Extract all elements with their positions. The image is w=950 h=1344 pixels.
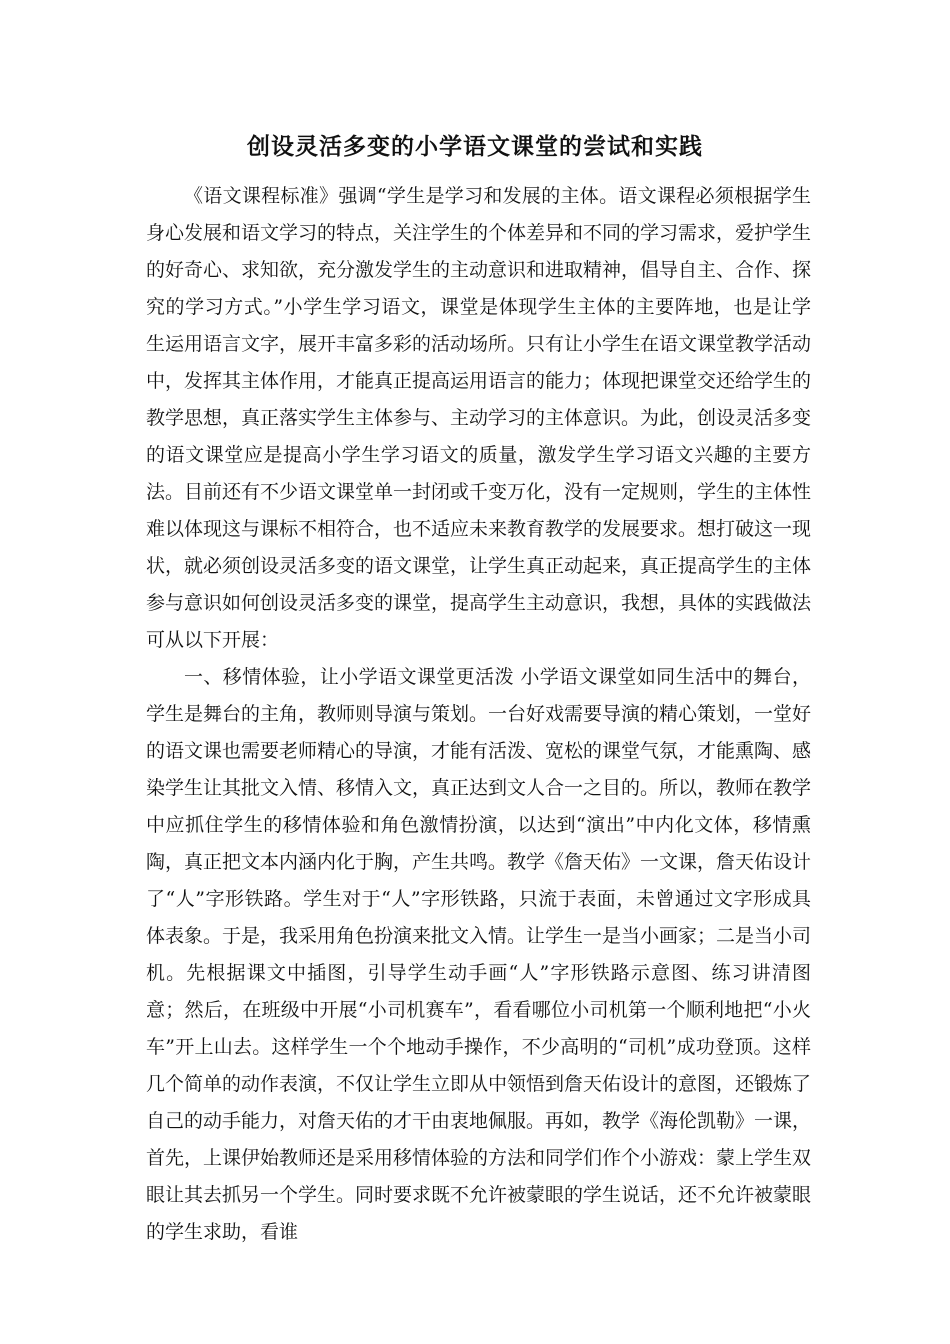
document-body xyxy=(146,178,811,1251)
document-title: 创设灵活多变的小学语文课堂的尝试和实践 xyxy=(247,133,703,160)
paragraph-section-one: 一、移情体验，让小学语文课堂更活泼 小学语文课堂如同生活中的舞台，学生是舞台的主角，教师则导演与策划。一台好戏需要导演的精心策划，一堂好的语文课也需要老师精心的导演，才能有活泼、宽松的课堂气氛，才能熏陶、感染学生让其批文入情、移情入文，真正达到文人合一之目的。所以，教师在教学中应抓住学生的移情体验和角色激情扮演，以达到“演出”中内化文体，移情熏陶，真正把文本内涵内化于胸，产生共鸣。教学《詹天佑》一文课，詹天佑设计了“人”字形铁路。学生对于“人”字形铁路，只流于表面，未曾通过文字形成具体表象。于是，我采用角色扮演来批文入情。让学生一是当小画家；二是当小司机。先根据课文中插图，引导学生动手画“人”字形铁路示意图、练习讲清图意；然后，在班级中开展“小司机赛车”，看看哪位小司机第一个顺利地把“小火车”开上山去。这样学生一个个地动手操作，不少高明的“司机”成功登顶。这样几个简单的动作表演，不仅让学生立即从中领悟到詹天佑设计的意图，还锻炼了自己的动手能力，对詹天佑的才干由衷地佩服。再如，教学《海伦凯勒》一课，首先，上课伊始教师还是采用移情体验的方法和同学们作个小游戏：蒙上学生双眼让其去抓另一个学生。同时要求既不允许被蒙眼的学生说话，还不允许被蒙眼的学生求助，看谁 xyxy=(146,666,812,1243)
paragraph-intro: 《语文课程标准》强调“学生是学习和发展的主体。语文课程必须根据学生身心发展和语文学习的特点，关注学生的个体差异和不同的学习需求，爱护学生的好奇心、求知欲，充分激发学生的主动意识和进取精神，倡导自主、合作、探究的学习方式。”小学生学习语文，课堂是体现学生主体的主要阵地，也是让学生运用语言文字，展开丰富多彩的活动场所。只有让小学生在语文课堂教学活动中，发挥其主体作用，才能真正提高运用语言的能力；体现把课堂交还给学生的教学思想，真正落实学生主体参与、主动学习的主体意识。为此，创设灵活多变的语文课堂应是提高小学生学习语文的质量，激发学生学习语文兴趣的主要方法。目前还有不少语文课堂单一封闭或千变万化，没有一定规则，学生的主体性难以体现这与课标不相符合，也不适应未来教育教学的发展要求。想打破这一现状，就必须创设灵活多变的语文课堂，让学生真正动起来，真正提高学生的主体参与意识如何创设灵活多变的课堂，提高学生主动意识，我想，具体的实践做法可从以下开展： xyxy=(146,185,812,651)
